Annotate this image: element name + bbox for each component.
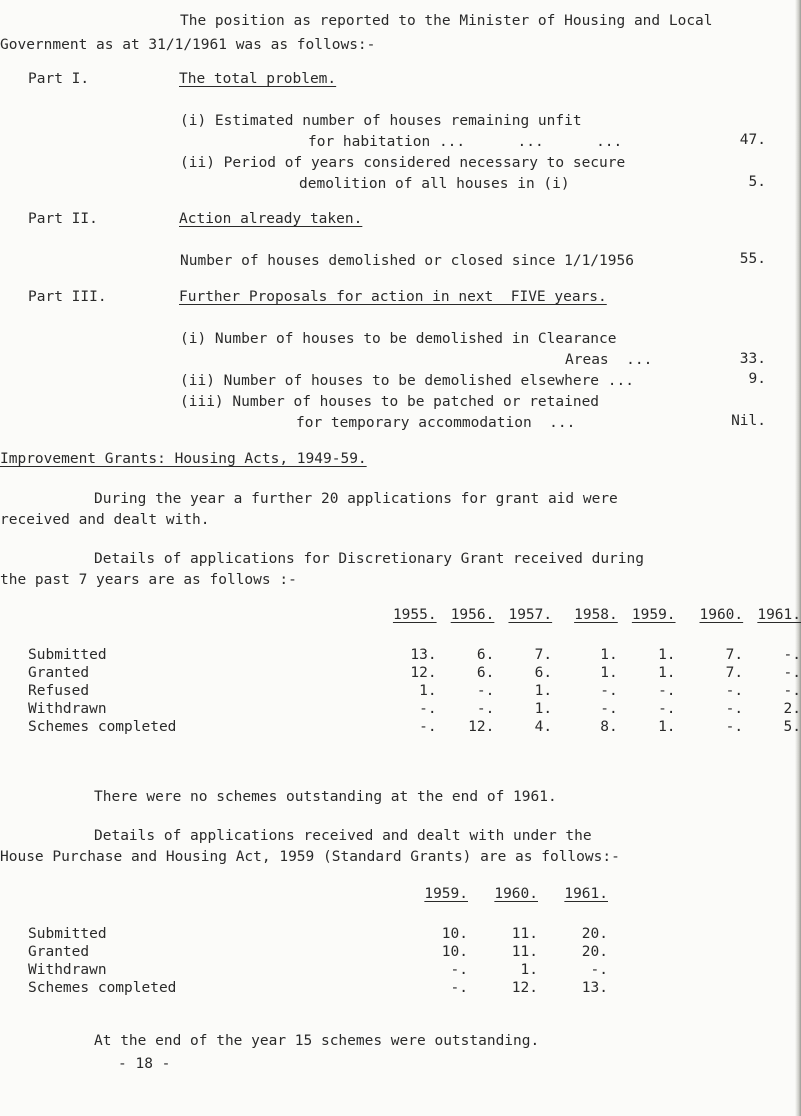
table-cell: -. (600, 683, 618, 699)
table-row (28, 718, 801, 736)
table-year-header: 1961. (564, 886, 608, 902)
table-cell: -. (658, 683, 676, 699)
table-cell: -. (658, 701, 676, 717)
table-header-spacer (28, 885, 410, 925)
table-cell: 6. (476, 665, 495, 681)
table-cell: -. (725, 701, 744, 717)
part1-item-ii-line2: demolition of all houses in (i) (299, 176, 570, 192)
table-cell: 1. (534, 683, 553, 699)
table-cell: 1. (658, 719, 676, 735)
part2-value: 55. (739, 251, 766, 267)
table-cell: -. (419, 719, 437, 735)
table-cell: 10. (441, 944, 468, 960)
intro-line-2: Government as at 31/1/1961 was as follows:- (0, 37, 376, 53)
table-row-label: Granted (28, 665, 90, 681)
table-header-row (28, 606, 801, 646)
table-row (28, 979, 608, 997)
table-cell: 13. (410, 647, 437, 663)
purchase-line-1: Details of applications received and dealt with under the (94, 828, 592, 844)
part3-item-iii-line1: (iii) Number of houses to be patched or retained (180, 394, 600, 410)
table-header-spacer (28, 606, 387, 646)
part3-heading: Further Proposals for action in next FIVE years. (179, 289, 607, 305)
improvement-heading: Improvement Grants: Housing Acts, 1949-59. (0, 451, 367, 467)
table-year-header: 1959. (424, 886, 468, 902)
table-cell: 6. (476, 647, 495, 663)
table-cell: 7. (534, 647, 553, 663)
part2-label: Part II. (28, 211, 98, 227)
table-row (28, 682, 801, 700)
table-cell: 1. (520, 962, 538, 978)
table-year-header: 1960. (494, 886, 538, 902)
table-year-header: 1961. (757, 607, 801, 623)
part2-heading: Action already taken. (179, 211, 363, 227)
table-cell: 10. (441, 926, 468, 942)
table-year-header: 1958. (574, 607, 618, 623)
part1-heading: The total problem. (179, 71, 337, 87)
discretionary-grant-table (28, 606, 801, 736)
table-year-header: 1957. (508, 607, 553, 623)
part1-item-ii-value: 5. (748, 174, 766, 190)
table-cell: 13. (581, 980, 608, 996)
table-row-label: Refused (28, 683, 90, 699)
part3-item-i-line2: Areas ... (565, 352, 653, 368)
table-row-label: Granted (28, 944, 90, 960)
part1-item-i-line1: (i) Estimated number of houses remaining unfit (180, 113, 582, 129)
table-year-header: 1955. (392, 607, 437, 623)
page-number: - 18 - (118, 1056, 171, 1072)
table-cell: 12. (468, 719, 495, 735)
table-header-row (28, 885, 608, 925)
table-cell: -. (783, 683, 801, 699)
table-row (28, 700, 801, 718)
intro-line-1: The position as reported to the Minister of Housing and Local (180, 13, 713, 29)
table-cell: 11. (511, 926, 538, 942)
part1-item-ii-line1: (ii) Period of years considered necessary to secure (180, 155, 626, 171)
part1-item-i-value: 47. (739, 132, 766, 148)
table-cell: -. (600, 701, 618, 717)
table-cell: 1. (658, 647, 676, 663)
table-cell: -. (590, 962, 608, 978)
table-year-header: 1959. (631, 607, 676, 623)
part3-item-iii-line2: for temporary accommodation ... (296, 415, 576, 431)
table-cell: 4. (534, 719, 553, 735)
improvement-para2-line2: the past 7 years are as follows :- (0, 572, 297, 588)
table-cell: -. (450, 962, 468, 978)
table-row-label: Withdrawn (28, 701, 107, 717)
part3-item-ii-line: (ii) Number of houses to be demolished elsewhere ... (180, 373, 634, 389)
table-row-label: Schemes completed (28, 980, 177, 996)
table-cell: -. (450, 980, 468, 996)
part1-label: Part I. (28, 71, 90, 87)
table-cell: 6. (534, 665, 553, 681)
part3-item-ii-value: 9. (748, 371, 766, 387)
table-cell: 2. (783, 701, 801, 717)
table-cell: -. (783, 665, 801, 681)
table-cell: -. (725, 683, 744, 699)
table-cell: 12. (410, 665, 437, 681)
improvement-para1-line2: received and dealt with. (0, 512, 210, 528)
table-cell: -. (419, 701, 437, 717)
improvement-para2-line1: Details of applications for Discretionary Grant received during (94, 551, 644, 567)
part3-item-i-line1: (i) Number of houses to be demolished in Clearance (180, 331, 617, 347)
table-year-header: 1956. (450, 607, 495, 623)
table-row-label: Withdrawn (28, 962, 107, 978)
table-row-label: Schemes completed (28, 719, 177, 735)
table-cell: 20. (581, 944, 608, 960)
table-cell: 1. (658, 665, 676, 681)
page-edge-shadow (795, 0, 801, 1116)
table-cell: 8. (600, 719, 618, 735)
part3-item-iii-value: Nil. (731, 413, 766, 429)
table-cell: 1. (419, 683, 437, 699)
table-cell: 11. (511, 944, 538, 960)
table-cell: 12. (511, 980, 538, 996)
improvement-para1-line1: During the year a further 20 applications for grant aid were (94, 491, 618, 507)
closing-note: At the end of the year 15 schemes were outstanding. (94, 1033, 540, 1049)
part1-item-i-line2: for habitation ... ... ... (308, 134, 623, 150)
table-row (28, 664, 801, 682)
table-row (28, 646, 801, 664)
standard-grant-table (28, 885, 608, 997)
table-row-label: Submitted (28, 926, 107, 942)
part2-line: Number of houses demolished or closed since 1/1/1956 (180, 253, 634, 269)
table-year-header: 1960. (699, 607, 744, 623)
table-cell: 7. (725, 647, 744, 663)
table-cell: 5. (783, 719, 801, 735)
table-cell: 20. (581, 926, 608, 942)
table-row-label: Submitted (28, 647, 107, 663)
purchase-line-2: House Purchase and Housing Act, 1959 (Standard Grants) are as follows:- (0, 849, 620, 865)
part3-item-i-value: 33. (739, 351, 766, 367)
table-cell: -. (725, 719, 744, 735)
table-cell: 7. (725, 665, 744, 681)
table-cell: 1. (534, 701, 553, 717)
part3-label: Part III. (28, 289, 107, 305)
table-cell: -. (783, 647, 801, 663)
table-cell: 1. (600, 665, 618, 681)
table-row (28, 925, 608, 943)
table-cell: -. (476, 701, 495, 717)
table-row (28, 943, 608, 961)
table-cell: -. (476, 683, 495, 699)
outstanding-note: There were no schemes outstanding at the end of 1961. (94, 789, 557, 805)
table-cell: 1. (600, 647, 618, 663)
table-row (28, 961, 608, 979)
